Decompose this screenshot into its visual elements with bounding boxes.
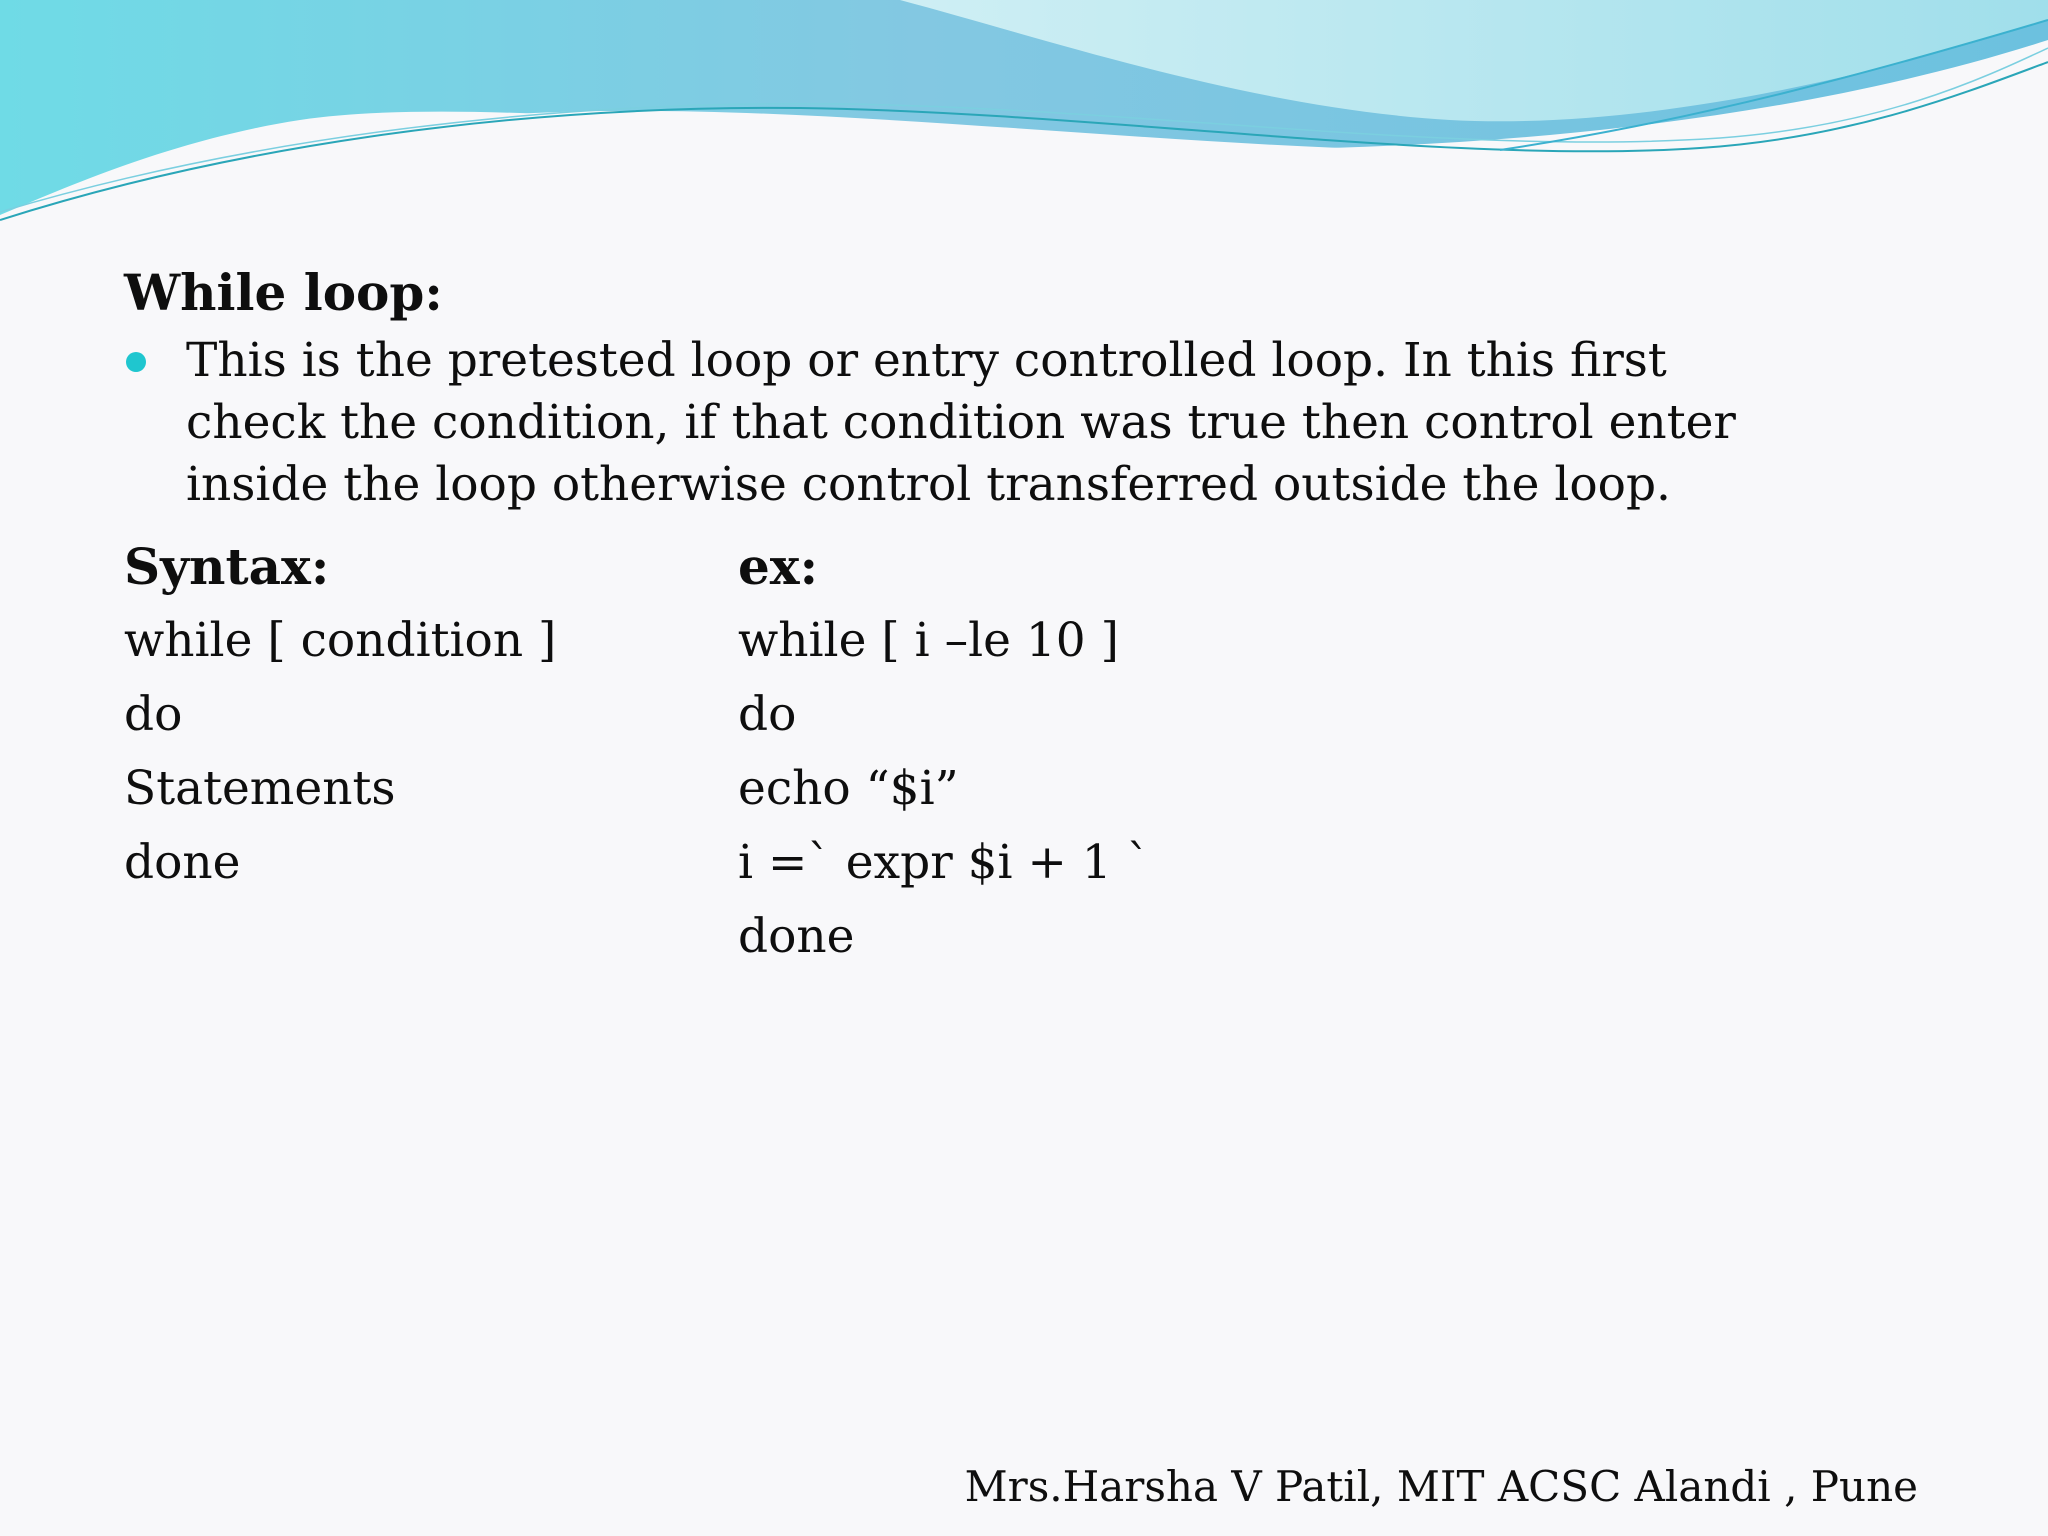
bullet-dot-icon <box>126 352 146 372</box>
syntax-title: Syntax: <box>124 537 330 596</box>
slide-content <box>124 258 1924 964</box>
syntax-line: Statements <box>124 761 396 816</box>
example-line: do <box>738 687 797 742</box>
slide-heading: While loop: <box>124 263 443 322</box>
syntax-column <box>124 530 556 900</box>
example-title: ex: <box>738 537 819 596</box>
header-wave-decoration <box>0 0 2048 240</box>
slide-footer: Mrs.Harsha V Patil, MIT ACSC Alandi , Pune <box>964 1462 1918 1511</box>
bullet-text: This is the pretested loop or entry controlled loop. In this first check the condition, if that condition was true then control enter inside the loop otherwise control transferred outside the loop. <box>186 333 1736 512</box>
example-line: echo “$i” <box>738 761 959 816</box>
syntax-line: while [ condition ] <box>124 613 557 668</box>
syntax-line: do <box>124 687 183 742</box>
example-line: i =` expr $i + 1 ` <box>738 835 1151 890</box>
example-line: while [ i –le 10 ] <box>738 613 1119 668</box>
example-line: done <box>738 909 855 964</box>
syntax-line: done <box>124 835 241 890</box>
bullet-item <box>124 330 1844 516</box>
example-column <box>738 530 1150 974</box>
